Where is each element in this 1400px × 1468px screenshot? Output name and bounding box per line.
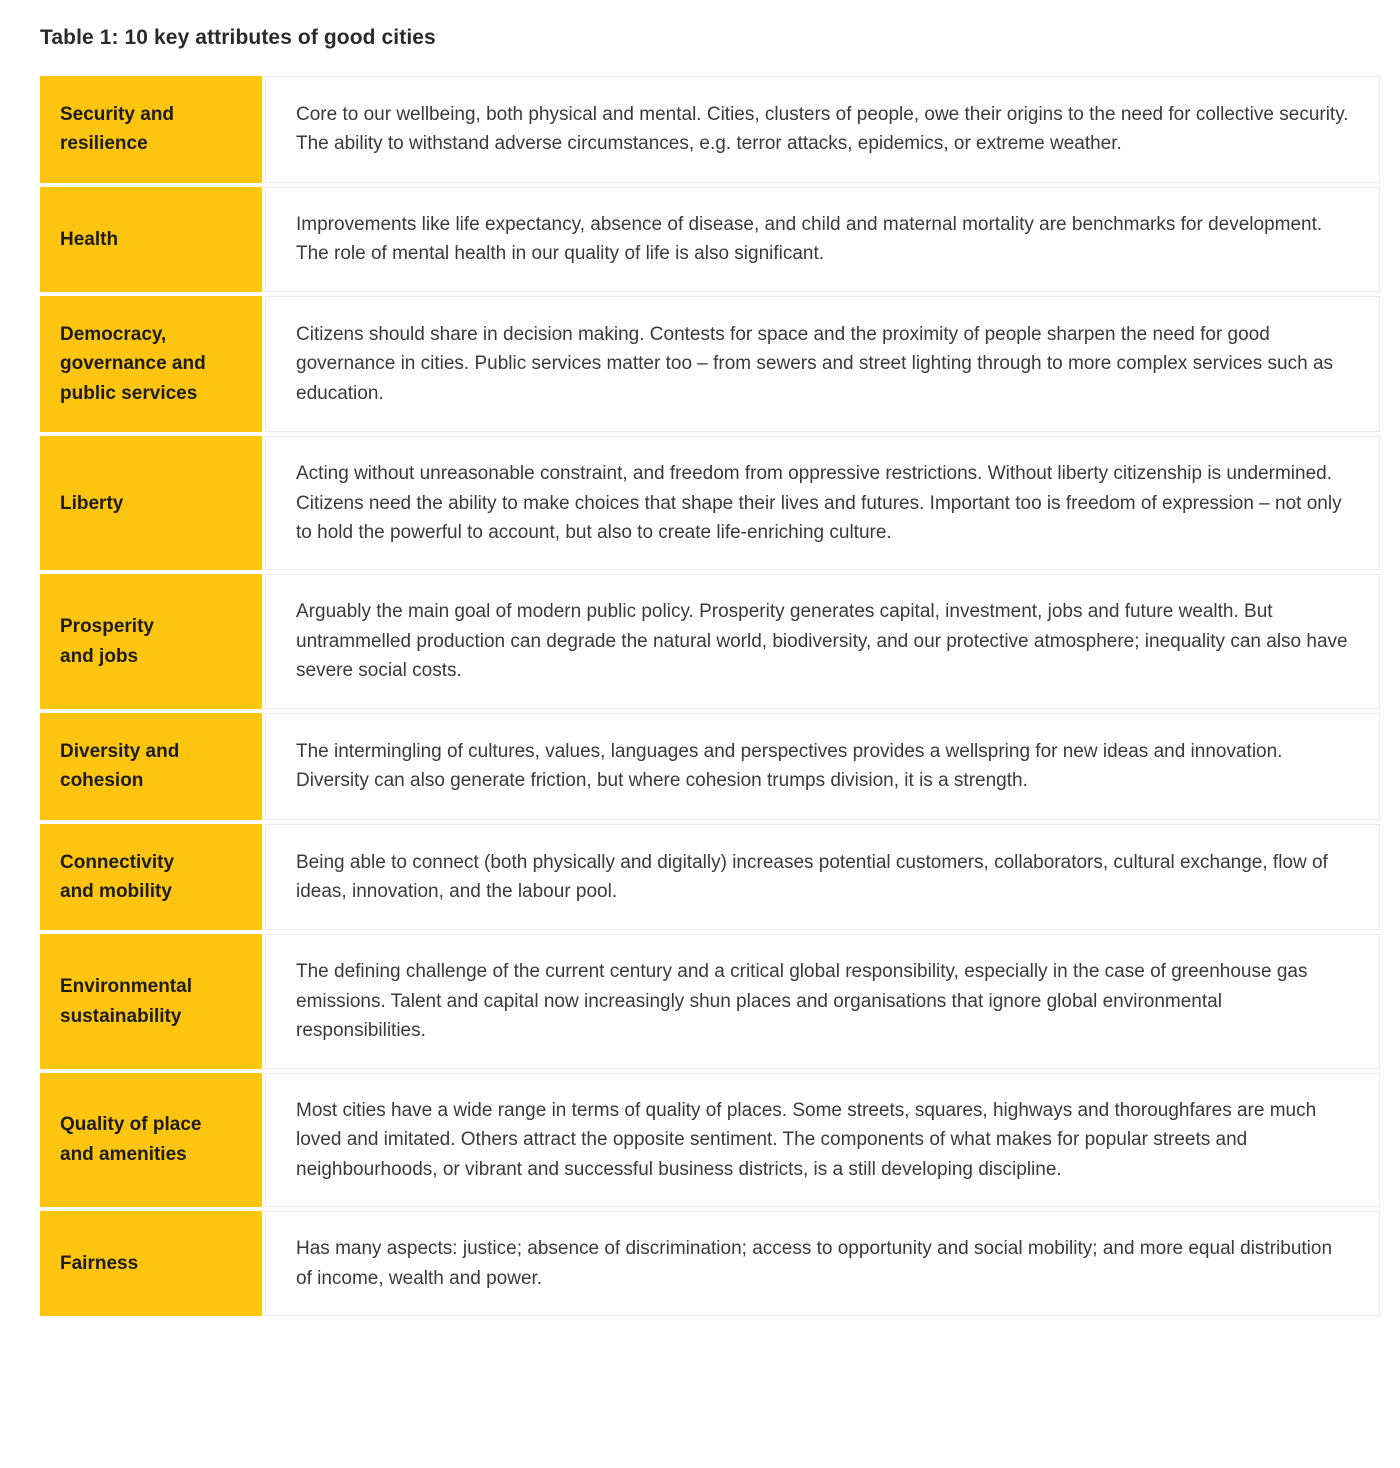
attribute-label-cell [40,1073,262,1207]
attribute-label-cell [40,934,262,1068]
table-row [40,1073,1380,1207]
attribute-description: Being able to connect (both physically and digitally) increases potential customers, collaborators, cultural exchange, flow of ideas, innovation, and the labour pool. [296,851,1328,902]
attribute-description-cell [265,574,1380,708]
attribute-label-cell [40,574,262,708]
attribute-description: Core to our wellbeing, both physical and mental. Cities, clusters of people, owe their origins to the need for collective security. The ability to withstand adverse circumstances, e.g. terror attacks, epidemics, or extreme weather. [296,104,1349,155]
attribute-description-cell [265,713,1380,820]
attribute-label: Security and resilience [60,104,175,155]
attribute-label: Liberty [60,492,124,514]
attribute-description: Acting without unreasonable constraint, and freedom from oppressive restrictions. Without liberty citizenship is undermined. Citizens need the ability to make choices that shape their lives and futures. Important too is freedom of expression – not only to hold the powerful to account, but also to create life-enriching culture. [296,463,1342,543]
attribute-description-cell [265,1211,1380,1316]
attribute-label-cell [40,436,262,570]
attribute-label-cell [40,824,262,931]
attribute-label-cell [40,76,262,183]
attribute-description: Citizens should share in decision making. Contests for space and the proximity of people sharpen the need for good governance in cities. Public services matter too – from sewers and street lighting through to more complex services such as education. [296,323,1334,404]
attribute-description-cell [265,296,1380,432]
attribute-label: Quality of place and amenities [60,1114,202,1165]
table-row [40,574,1380,708]
attribute-label-cell [40,713,262,820]
table-row [40,824,1380,931]
table-row [40,76,1380,183]
attribute-description: Improvements like life expectancy, absence of disease, and child and maternal mortality are benchmarks for development. The role of mental health in our quality of life is also significant. [296,213,1323,265]
attribute-description: Arguably the main goal of modern public policy. Prosperity generates capital, investment, jobs and future wealth. But untrammelled production can degrade the natural world, biodiversity, and our protective atmosphere; inequality can also have severe social costs. [296,601,1348,682]
attribute-label-cell [40,187,262,292]
attribute-description: Has many aspects: justice; absence of discrimination; access to opportunity and social mobility; and more equal distribution of income, wealth and power. [296,1238,1333,1289]
attribute-label-cell [40,1211,262,1316]
table-row [40,713,1380,820]
attribute-description: The defining challenge of the current century and a critical global responsibility, especially in the case of greenhouse gas emissions. Talent and capital now increasingly shun places and organisations that ignore global environmental responsibilities. [296,961,1308,1042]
attribute-description-cell [265,934,1380,1068]
attribute-label-cell [40,296,262,432]
attribute-description-cell [265,824,1380,931]
attribute-label: Prosperity and jobs [60,616,154,667]
table-title: Table 1: 10 key attributes of good cities [40,26,436,49]
attribute-label: Environmental sustainability [60,976,192,1027]
attribute-description: The intermingling of cultures, values, languages and perspectives provides a wellspring for new ideas and innovation. Diversity can also generate friction, but where cohesion trumps division, it is a strength. [296,740,1283,792]
attribute-description-cell [265,1073,1380,1207]
table-row [40,296,1380,432]
attribute-label: Connectivity and mobility [60,851,175,902]
attribute-label: Democracy, governance and public services [60,323,206,404]
attributes-table [40,76,1380,1316]
table-row [40,187,1380,292]
table-row [40,934,1380,1068]
table-row [40,436,1380,570]
attribute-description-cell [265,76,1380,183]
attribute-label: Fairness [60,1252,139,1274]
attribute-description: Most cities have a wide range in terms of quality of places. Some streets, squares, highways and thoroughfares are much loved and imitated. Others attract the opposite sentiment. The components of what makes for popular streets and neighbourhoods, or vibrant and successful business districts, is a still developing discipline. [296,1099,1317,1180]
attribute-description-cell [265,436,1380,570]
attribute-description-cell [265,187,1380,292]
table-row [40,1211,1380,1316]
attribute-label: Diversity and cohesion [60,740,180,792]
attribute-label: Health [60,228,119,250]
